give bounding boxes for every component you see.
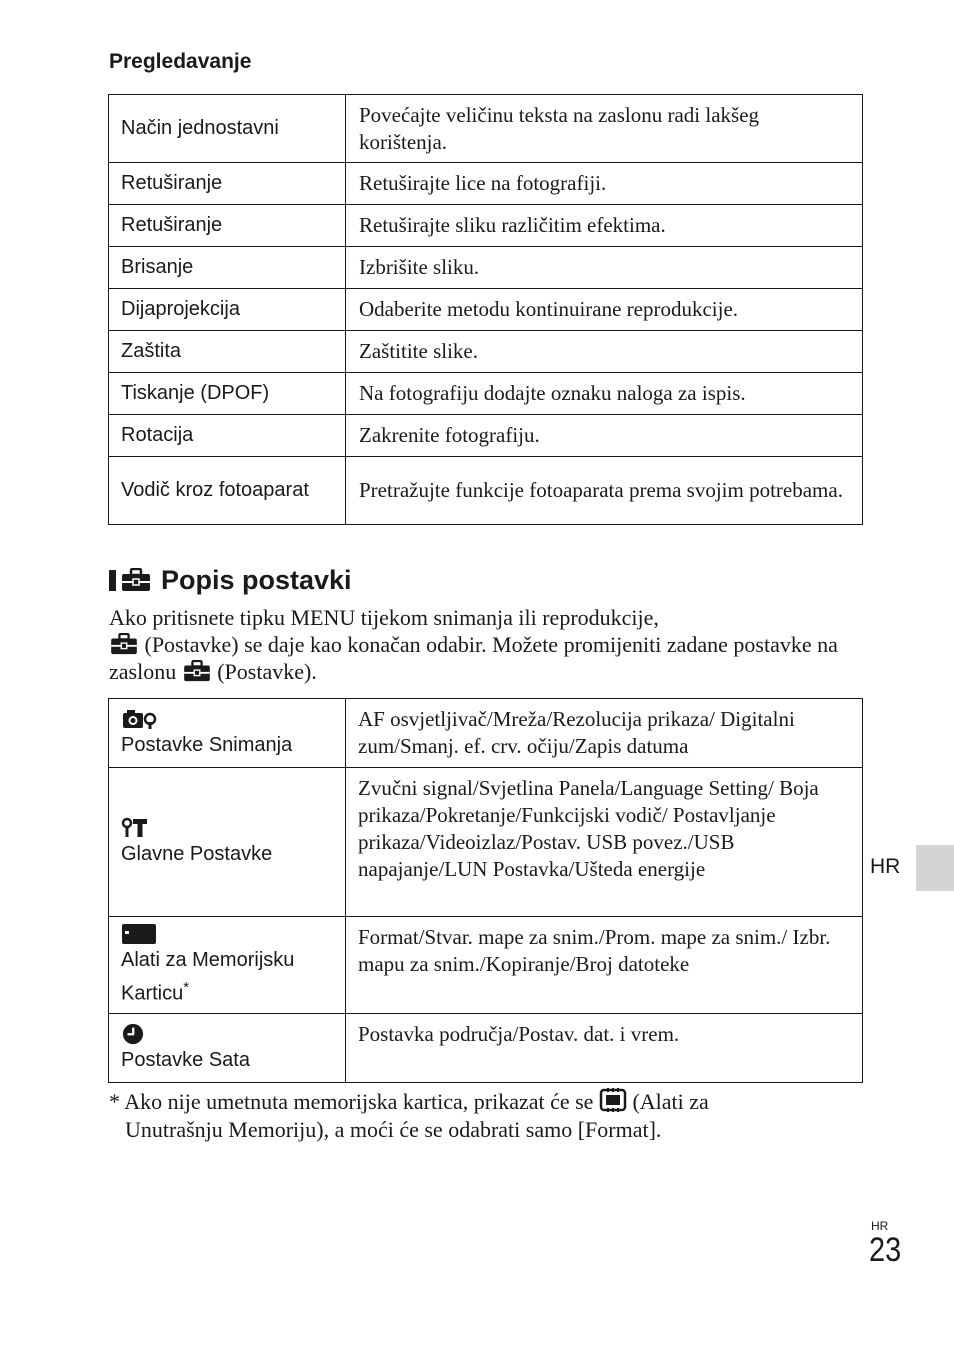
- footnote-marker: *: [109, 1089, 120, 1114]
- setting-name: Postavke Snimanja: [121, 733, 293, 756]
- table-row: [109, 415, 863, 457]
- item-name: Tiskanje (DPOF): [109, 373, 346, 415]
- intro-paragraph: [109, 604, 869, 685]
- item-name: Dijaprojekcija: [109, 289, 346, 331]
- intro-text-1: Ako pritisnete tipku MENU tijekom snimanja ili reprodukcije,: [109, 605, 659, 630]
- item-desc: Zaštitite slike.: [346, 331, 863, 373]
- item-name: Brisanje: [109, 247, 346, 289]
- item-desc: Retuširajte sliku različitim efektima.: [346, 205, 863, 247]
- memory-card-icon: [121, 923, 157, 945]
- clock-icon: [121, 1023, 145, 1045]
- table-row: [109, 917, 863, 1014]
- footnote-text-2: (Alati za: [632, 1089, 709, 1114]
- table-row: [109, 205, 863, 247]
- footnote-text-1: Ako nije umetnuta memorijska kartica, prikazat će se: [124, 1089, 594, 1114]
- item-name: Način jednostavni: [109, 95, 346, 163]
- table-row: [109, 768, 863, 917]
- item-name: Rotacija: [109, 415, 346, 457]
- internal-memory-icon: [599, 1088, 627, 1112]
- section-heading-pregledavanje: Pregledavanje: [109, 50, 252, 73]
- item-name: Retuširanje: [109, 163, 346, 205]
- table-row: [109, 1014, 863, 1083]
- setting-desc: Format/Stvar. mape za snim./Prom. mape za snim./ Izbr. mapu za snim./Kopiranje/Broj datoteke: [346, 917, 863, 1014]
- table-row: [109, 95, 863, 163]
- setting-name: Postavke Sata: [121, 1048, 250, 1071]
- setting-name-cell: [109, 1014, 346, 1083]
- playback-menu-table: [108, 94, 863, 525]
- table-row: [109, 289, 863, 331]
- table-row: [109, 247, 863, 289]
- item-desc: Na fotografiju dodajte oznaku naloga za ispis.: [346, 373, 863, 415]
- toolbox-icon: [182, 660, 212, 682]
- toolbox-icon: [109, 633, 139, 655]
- item-desc: Izbrišite sliku.: [346, 247, 863, 289]
- setting-desc: Zvučni signal/Svjetlina Panela/Language Setting/ Boja prikaza/Pokretanje/Funkcijski vodič/ Postavljanje prikaza/Videoizlaz/Postav. USB povez./USB napajanje/LUN Postavka/Ušteda energije: [346, 768, 863, 917]
- page-language: HR: [871, 1219, 889, 1233]
- item-desc: Zakrenite fotografiju.: [346, 415, 863, 457]
- setting-name-cell: [109, 699, 346, 768]
- setting-desc: AF osvjetljivač/Mreža/Rezolucija prikaza/ Digitalni zum/Smanj. ef. crv. očiju/Zapis datuma: [346, 699, 863, 768]
- table-row: [109, 331, 863, 373]
- language-tab-marker: [916, 845, 954, 891]
- language-tab-label: HR: [870, 855, 901, 878]
- table-row: [109, 373, 863, 415]
- toolbox-icon: [121, 568, 151, 592]
- setting-name: Alati za Memorijsku Karticu: [121, 948, 295, 1005]
- intro-text-2: (Postavke) se daje kao konačan odabir. Možete promijeniti zadane postavke na zaslonu: [109, 632, 838, 684]
- setting-name: Glavne Postavke: [121, 842, 273, 865]
- settings-menu-table: [108, 698, 863, 1083]
- table-row: [109, 457, 863, 525]
- section-title-text: Popis postavki: [161, 564, 352, 595]
- table-row: [109, 699, 863, 768]
- section-bar: [109, 570, 116, 591]
- item-desc: Pretražujte funkcije fotoaparata prema svojim potrebama.: [346, 457, 863, 525]
- footnote-text-3: Unutrašnju Memoriju), a moći će se odabrati samo [Format].: [125, 1117, 662, 1142]
- section-title-popis-postavki: [109, 563, 352, 597]
- item-desc: Povećajte veličinu teksta na zaslonu radi lakšeg korištenja.: [346, 95, 863, 163]
- item-desc: Odaberite metodu kontinuirane reprodukcije.: [346, 289, 863, 331]
- camera-settings-icon: [121, 708, 157, 730]
- setting-name-cell: [109, 768, 346, 917]
- item-name: Retuširanje: [109, 205, 346, 247]
- setting-name-cell: [109, 917, 346, 1014]
- item-name: Zaštita: [109, 331, 346, 373]
- item-desc: Retuširajte lice na fotografiji.: [346, 163, 863, 205]
- table-row: [109, 163, 863, 205]
- item-name: Vodič kroz fotoaparat: [109, 457, 346, 525]
- tools-icon: [121, 817, 149, 839]
- footnote: [109, 1088, 869, 1144]
- footnote-marker: *: [183, 978, 190, 996]
- setting-desc: Postavka područja/Postav. dat. i vrem.: [346, 1014, 863, 1083]
- page-number: 23: [869, 1231, 902, 1269]
- intro-text-3: (Postavke).: [217, 659, 317, 684]
